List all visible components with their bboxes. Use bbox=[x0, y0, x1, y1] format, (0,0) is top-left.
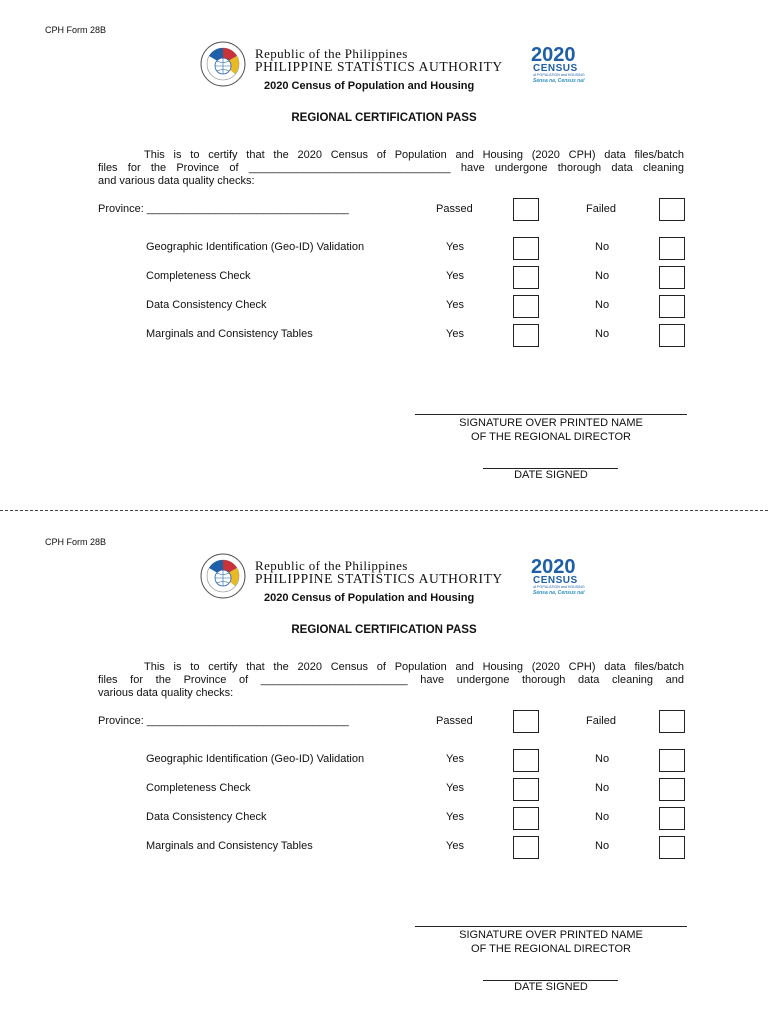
province-field[interactable]: Province: _________________________________ bbox=[98, 715, 349, 727]
date-signed-caption: DATE SIGNED bbox=[514, 469, 588, 481]
yes-label: Yes bbox=[446, 753, 464, 765]
province-field[interactable]: Province: _________________________________ bbox=[98, 203, 349, 215]
check-label-consistency: Data Consistency Check bbox=[146, 299, 267, 311]
failed-label: Failed bbox=[586, 715, 616, 727]
census-title: 2020 Census of Population and Housing bbox=[264, 80, 475, 92]
census-2020-logo-icon bbox=[530, 42, 592, 84]
check-label-completeness: Completeness Check bbox=[146, 270, 251, 282]
no-checkbox-consistency[interactable] bbox=[659, 295, 685, 318]
form-title: REGIONAL CERTIFICATION PASS bbox=[291, 112, 477, 124]
republic-heading: Republic of the Philippines bbox=[255, 558, 408, 573]
yes-checkbox-marginals[interactable] bbox=[513, 836, 539, 859]
signature-caption-2: OF THE REGIONAL DIRECTOR bbox=[471, 431, 631, 443]
form-number: CPH Form 28B bbox=[45, 25, 107, 35]
no-label: No bbox=[595, 241, 610, 253]
yes-checkbox-consistency[interactable] bbox=[513, 807, 539, 830]
yes-checkbox-consistency[interactable] bbox=[513, 295, 539, 318]
no-label: No bbox=[595, 782, 610, 794]
cert-text-line-3: various data quality checks: bbox=[98, 687, 234, 699]
logo-year: 2020 bbox=[531, 556, 576, 578]
census-2020-logo-icon bbox=[530, 554, 592, 596]
no-label: No bbox=[595, 753, 610, 765]
passed-checkbox[interactable] bbox=[513, 710, 539, 733]
check-label-marginals: Marginals and Consistency Tables bbox=[146, 840, 313, 852]
form-title: REGIONAL CERTIFICATION PASS bbox=[291, 624, 477, 636]
no-checkbox-consistency[interactable] bbox=[659, 807, 685, 830]
failed-checkbox[interactable] bbox=[659, 710, 685, 733]
signature-caption-1: SIGNATURE OVER PRINTED NAME bbox=[459, 417, 643, 429]
logo-tagline: Sensa na, Census na! bbox=[533, 590, 585, 596]
certification-form-1 bbox=[0, 0, 768, 510]
check-label-completeness: Completeness Check bbox=[146, 782, 251, 794]
passed-checkbox[interactable] bbox=[513, 198, 539, 221]
yes-label: Yes bbox=[446, 840, 464, 852]
no-label: No bbox=[595, 328, 610, 340]
no-label: No bbox=[595, 270, 610, 282]
date-signed-caption: DATE SIGNED bbox=[514, 981, 588, 993]
yes-label: Yes bbox=[446, 270, 464, 282]
yes-label: Yes bbox=[446, 241, 464, 253]
cut-line-divider bbox=[0, 510, 768, 511]
check-label-consistency: Data Consistency Check bbox=[146, 811, 267, 823]
logo-year: 2020 bbox=[531, 44, 576, 66]
check-label-geo-id: Geographic Identification (Geo-ID) Validation bbox=[146, 753, 365, 765]
cert-text-line-2: files for the Province of ________________________ have undergone thorough data cleaning and bbox=[98, 674, 684, 686]
yes-label: Yes bbox=[446, 811, 464, 823]
agency-heading: PHILIPPINE STATISTICS AUTHORITY bbox=[255, 59, 503, 74]
yes-label: Yes bbox=[446, 299, 464, 311]
passed-label: Passed bbox=[436, 203, 473, 215]
republic-heading: Republic of the Philippines bbox=[255, 46, 408, 61]
cert-text-line-2: files for the Province of _________________________________ have undergone thorough data cleaning bbox=[98, 162, 684, 174]
signature-caption-2: OF THE REGIONAL DIRECTOR bbox=[471, 943, 631, 955]
no-checkbox-marginals[interactable] bbox=[659, 836, 685, 859]
no-checkbox-marginals[interactable] bbox=[659, 324, 685, 347]
no-label: No bbox=[595, 840, 610, 852]
cert-text-line-1: This is to certify that the 2020 Census of Population and Housing (2020 CPH) data files/batch bbox=[144, 661, 684, 673]
form-number: CPH Form 28B bbox=[45, 537, 107, 547]
yes-label: Yes bbox=[446, 782, 464, 794]
census-title: 2020 Census of Population and Housing bbox=[264, 592, 475, 604]
passed-label: Passed bbox=[436, 715, 473, 727]
logo-census: CENSUS bbox=[533, 63, 578, 74]
no-checkbox-geo-id[interactable] bbox=[659, 237, 685, 260]
yes-checkbox-marginals[interactable] bbox=[513, 324, 539, 347]
yes-label: Yes bbox=[446, 328, 464, 340]
yes-checkbox-geo-id[interactable] bbox=[513, 237, 539, 260]
failed-label: Failed bbox=[586, 203, 616, 215]
yes-checkbox-completeness[interactable] bbox=[513, 266, 539, 289]
certification-form-2 bbox=[0, 512, 768, 1022]
check-label-marginals: Marginals and Consistency Tables bbox=[146, 328, 313, 340]
cert-text-line-1: This is to certify that the 2020 Census of Population and Housing (2020 CPH) data files/batch bbox=[144, 149, 684, 161]
no-label: No bbox=[595, 299, 610, 311]
check-label-geo-id: Geographic Identification (Geo-ID) Validation bbox=[146, 241, 365, 253]
logo-tagline: Sensa na, Census na! bbox=[533, 78, 585, 84]
no-checkbox-completeness[interactable] bbox=[659, 778, 685, 801]
yes-checkbox-geo-id[interactable] bbox=[513, 749, 539, 772]
signature-line[interactable] bbox=[415, 414, 687, 415]
signature-line[interactable] bbox=[415, 926, 687, 927]
failed-checkbox[interactable] bbox=[659, 198, 685, 221]
no-checkbox-geo-id[interactable] bbox=[659, 749, 685, 772]
yes-checkbox-completeness[interactable] bbox=[513, 778, 539, 801]
signature-caption-1: SIGNATURE OVER PRINTED NAME bbox=[459, 929, 643, 941]
logo-census: CENSUS bbox=[533, 575, 578, 586]
logo-subtitle: of POPULATION and HOUSING bbox=[533, 585, 585, 589]
cert-text-line-3: and various data quality checks: bbox=[98, 175, 255, 187]
psa-seal-icon bbox=[199, 552, 247, 600]
no-checkbox-completeness[interactable] bbox=[659, 266, 685, 289]
psa-seal-icon bbox=[199, 40, 247, 88]
agency-heading: PHILIPPINE STATISTICS AUTHORITY bbox=[255, 571, 503, 586]
logo-subtitle: of POPULATION and HOUSING bbox=[533, 73, 585, 77]
no-label: No bbox=[595, 811, 610, 823]
